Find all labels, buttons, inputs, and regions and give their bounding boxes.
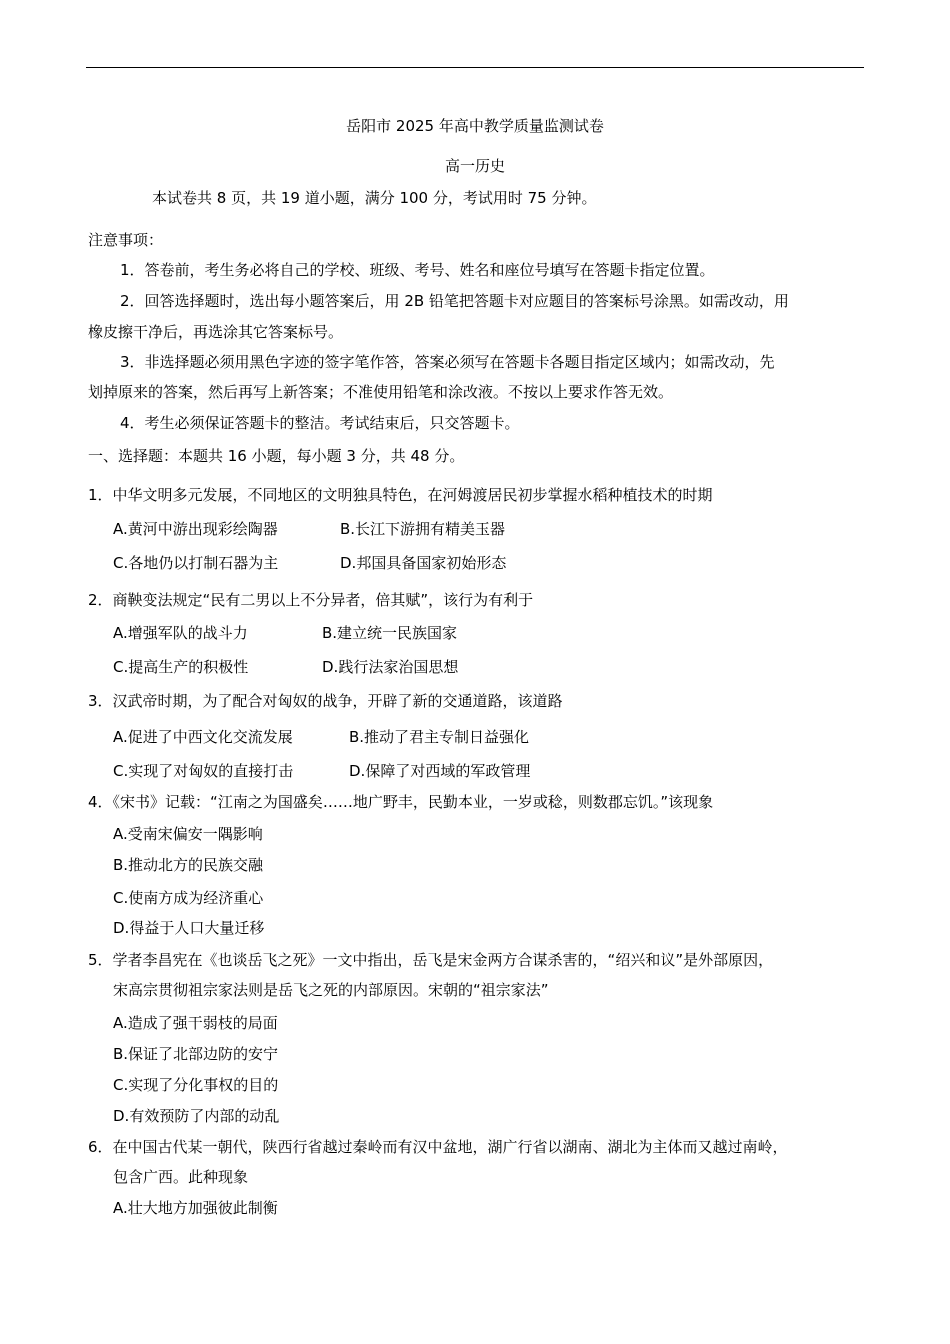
question-3-option-b: B.推动了君主专制日益强化 [349,728,530,746]
question-2-stem: 2．商鞅变法规定“民有二男以上不分异者，倍其赋”，该行为有利于 [88,591,534,609]
note-item-3: 3．非选择题必须用黑色字迹的签字笔作答，答案必须写在答题卡各题目指定区域内；如需改动，先 [120,353,775,371]
question-2-option-a: A.增强军队的战斗力 [113,624,248,642]
question-2-option-b: B.建立统一民族国家 [322,624,458,642]
question-3-stem: 3．汉武帝时期，为了配合对匈奴的战争，开辟了新的交通道路，该道路 [88,692,563,710]
question-5-stem: 5．学者李昌宪在《也谈岳飞之死》一文中指出，岳飞是宋金两方合谋杀害的，“绍兴和议”是外部原因， [88,951,774,969]
note-item-2-cont: 橡皮擦干净后，再选涂其它答案标号。 [88,323,344,341]
question-1-stem: 1．中华文明多元发展，不同地区的文明独具特色，在河姆渡居民初步掌握水稻种植技术的时期 [88,486,713,504]
notes-heading: 注意事项： [88,231,164,249]
question-1-option-c: C.各地仍以打制石器为主 [113,554,279,572]
note-item-2: 2．回答选择题时，选出每小题答案后，用 2B 铅笔把答题卡对应题目的答案标号涂黑。如需改动，用 [120,292,789,310]
question-3-option-d: D.保障了对西域的军政管理 [349,762,531,780]
question-4-option-c: C.使南方成为经济重心 [113,889,264,907]
subject-title: 高一历史 [444,157,505,175]
question-5-option-d: D.有效预防了内部的动乱 [113,1107,280,1125]
question-3-option-a: A.促进了中西文化交流发展 [113,728,293,746]
question-4-option-b: B.推动北方的民族交融 [113,856,264,874]
question-6-stem: 6．在中国古代某一朝代，陕西行省越过秦岭而有汉中盆地，湖广行省以湖南、湖北为主体而又越过南岭， [88,1138,788,1156]
question-2-option-c: C.提高生产的积极性 [113,658,249,676]
question-4-stem: 4．《宋书》记载：“江南之为国盛矣……地广野丰，民勤本业，一岁或稔，则数郡忘饥。”该现象 [88,793,714,811]
question-3-option-c: C.实现了对匈奴的直接打击 [113,762,294,780]
question-5-option-c: C.实现了分化事权的目的 [113,1076,279,1094]
note-item-1: 1．答卷前，考生务必将自己的学校、班级、考号、姓名和座位号填写在答题卡指定位置。 [120,261,715,279]
question-2-option-d: D.践行法家治国思想 [322,658,459,676]
question-4-option-a: A.受南宋偏安一隅影响 [113,825,263,843]
note-item-3-cont: 划掉原来的答案，然后再写上新答案；不准使用铅笔和涂改液。不按以上要求作答无效。 [88,383,674,401]
question-5-option-b: B.保证了北部边防的安宁 [113,1045,279,1063]
question-1-option-d: D.邦国具备国家初始形态 [340,554,507,572]
question-4-option-d: D.得益于人口大量迁移 [113,919,265,937]
question-6-stem-cont: 包含广西。此种现象 [113,1168,249,1186]
question-5-stem-cont: 宋高宗贯彻祖宗家法则是岳飞之死的内部原因。宋朝的“祖宗家法” [113,981,549,999]
section-heading: 一、选择题：本题共 16 小题，每小题 3 分，共 48 分。 [88,447,465,465]
question-1-option-b: B.长江下游拥有精美玉器 [340,520,506,538]
note-item-4: 4．考生必须保证答题卡的整洁。考试结束后，只交答题卡。 [120,414,520,432]
exam-title: 岳阳市 2025 年高中教学质量监测试卷 [346,117,604,135]
top-rule [86,67,864,68]
question-1-option-a: A.黄河中游出现彩绘陶器 [113,520,278,538]
question-5-option-a: A.造成了强干弱枝的局面 [113,1014,278,1032]
question-6-option-a: A.壮大地方加强彼此制衡 [113,1199,278,1217]
exam-intro: 本试卷共 8 页，共 19 道小题，满分 100 分，考试用时 75 分钟。 [152,189,597,207]
